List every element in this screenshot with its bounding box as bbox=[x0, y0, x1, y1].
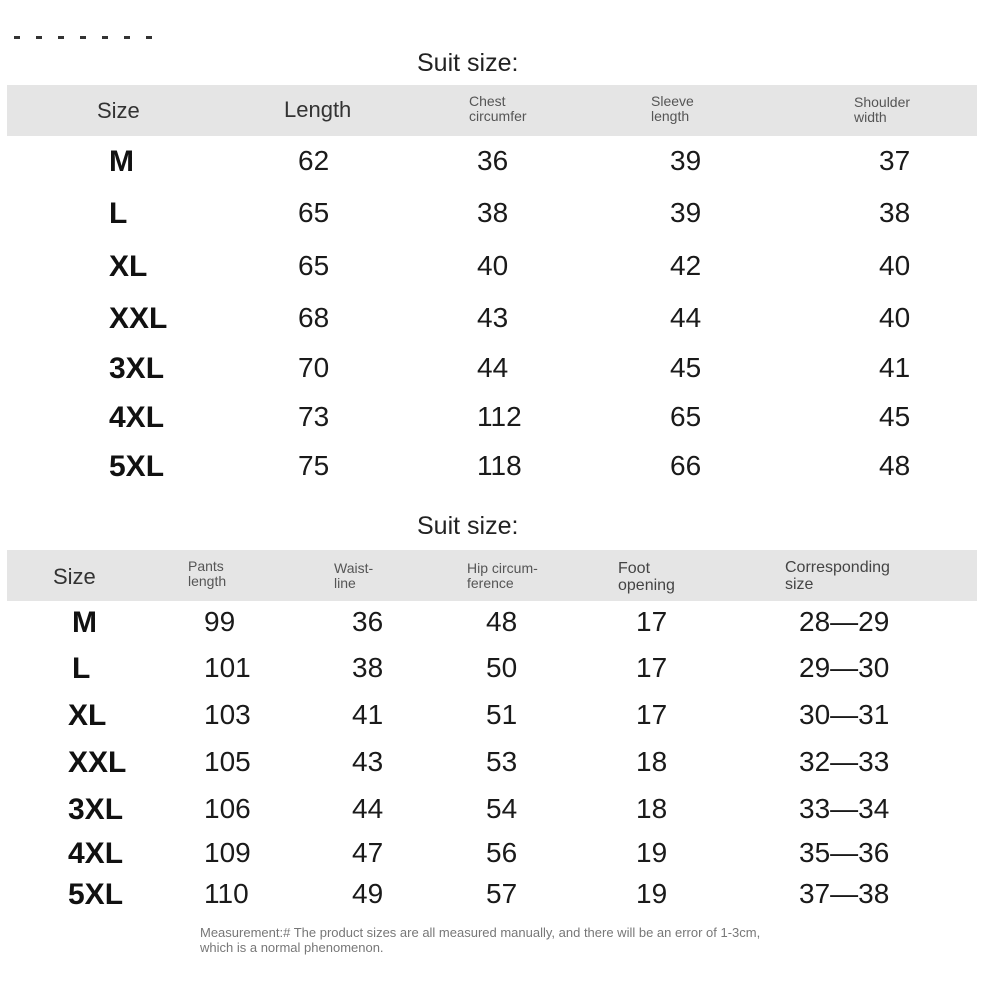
shoulder-cell: 38 bbox=[879, 197, 911, 228]
sleeve-cell: 39 bbox=[670, 197, 702, 228]
shoulder-cell: 40 bbox=[879, 250, 911, 281]
measurement-note: Measurement:# The product sizes are all measured manually, and there will be an error of 1-3cm, which is a normal phenomenon. bbox=[200, 925, 761, 955]
pants-length-cell: 105 bbox=[204, 746, 251, 777]
table-row bbox=[0, 352, 1000, 392]
shoulder-cell: 40 bbox=[879, 302, 911, 333]
chest-cell: 112 bbox=[477, 401, 522, 432]
size-cell: XL bbox=[68, 699, 107, 732]
waistline-cell: 41 bbox=[352, 699, 384, 730]
length-cell: 68 bbox=[298, 302, 330, 333]
chest-cell: 118 bbox=[477, 450, 522, 481]
table-row bbox=[0, 837, 1000, 877]
corresponding-size-cell: 30—31 bbox=[799, 699, 890, 730]
corresponding-size-cell: 37—38 bbox=[799, 878, 890, 909]
sleeve-cell: 42 bbox=[670, 250, 702, 281]
chest-cell: 36 bbox=[477, 145, 509, 176]
size-cell: XL bbox=[109, 250, 148, 283]
waistline-cell: 49 bbox=[352, 878, 384, 909]
size-cell: L bbox=[109, 197, 128, 230]
pants-length-cell: 103 bbox=[204, 699, 251, 730]
size-cell: L bbox=[72, 652, 91, 685]
hip-cell: 48 bbox=[486, 606, 518, 637]
table-row bbox=[0, 250, 1000, 290]
size-cell: 4XL bbox=[68, 837, 124, 870]
corresponding-size-cell: 32—33 bbox=[799, 746, 890, 777]
pants-length-cell: 109 bbox=[204, 837, 251, 868]
length-cell: 73 bbox=[298, 401, 330, 432]
bottom-table-title: Suit size: bbox=[417, 512, 519, 540]
corresponding-size-cell: 29—30 bbox=[799, 652, 890, 683]
shoulder-cell: 41 bbox=[879, 352, 911, 383]
size-cell: M bbox=[109, 145, 134, 178]
size-cell: 3XL bbox=[68, 793, 124, 826]
cropped-text-remnant bbox=[14, 36, 164, 39]
waistline-cell: 43 bbox=[352, 746, 384, 777]
table-row bbox=[0, 793, 1000, 833]
header-length: Length bbox=[284, 97, 352, 122]
hip-cell: 53 bbox=[486, 746, 518, 777]
top-table-header bbox=[7, 85, 977, 136]
sleeve-cell: 44 bbox=[670, 302, 702, 333]
table-row bbox=[0, 197, 1000, 237]
waistline-cell: 38 bbox=[352, 652, 384, 683]
top-table-title: Suit size: bbox=[417, 49, 519, 77]
table-row bbox=[0, 606, 1000, 646]
foot-opening-cell: 19 bbox=[636, 837, 668, 868]
header-size: Size bbox=[53, 564, 96, 589]
hip-cell: 56 bbox=[486, 837, 518, 868]
header-hip: Hip circum- ference bbox=[467, 560, 538, 591]
corresponding-size-cell: 33—34 bbox=[799, 793, 890, 824]
hip-cell: 54 bbox=[486, 793, 518, 824]
table-row bbox=[0, 401, 1000, 441]
length-cell: 75 bbox=[298, 450, 330, 481]
shoulder-cell: 45 bbox=[879, 401, 911, 432]
header-pants-length: Pants length bbox=[188, 558, 227, 589]
size-cell: 4XL bbox=[109, 401, 165, 434]
size-cell: 5XL bbox=[68, 878, 124, 911]
hip-cell: 50 bbox=[486, 652, 518, 683]
header-sleeve: Sleeve length bbox=[651, 93, 694, 124]
shoulder-cell: 48 bbox=[879, 450, 911, 481]
shoulder-cell: 37 bbox=[879, 145, 911, 176]
hip-cell: 51 bbox=[486, 699, 518, 730]
size-cell: XXL bbox=[109, 302, 168, 335]
size-cell: XXL bbox=[68, 746, 127, 779]
pants-length-cell: 110 bbox=[204, 878, 249, 909]
waistline-cell: 47 bbox=[352, 837, 384, 868]
length-cell: 70 bbox=[298, 352, 330, 383]
header-corresponding-size: Corresponding size bbox=[785, 559, 890, 593]
foot-opening-cell: 18 bbox=[636, 793, 668, 824]
table-row bbox=[0, 302, 1000, 342]
size-cell: M bbox=[72, 606, 97, 639]
chest-cell: 40 bbox=[477, 250, 509, 281]
chest-cell: 44 bbox=[477, 352, 509, 383]
pants-length-cell: 99 bbox=[204, 606, 236, 637]
sleeve-cell: 66 bbox=[670, 450, 702, 481]
length-cell: 65 bbox=[298, 250, 330, 281]
table-row bbox=[0, 145, 1000, 185]
corresponding-size-cell: 28—29 bbox=[799, 606, 890, 637]
header-waistline: Waist- line bbox=[334, 560, 374, 591]
pants-length-cell: 101 bbox=[204, 652, 251, 683]
header-foot-opening: Foot opening bbox=[618, 560, 675, 594]
waistline-cell: 44 bbox=[352, 793, 384, 824]
sleeve-cell: 39 bbox=[670, 145, 702, 176]
header-size: Size bbox=[97, 98, 140, 123]
sleeve-cell: 45 bbox=[670, 352, 702, 383]
foot-opening-cell: 19 bbox=[636, 878, 668, 909]
foot-opening-cell: 17 bbox=[636, 652, 668, 683]
length-cell: 65 bbox=[298, 197, 330, 228]
header-chest: Chest circumfer bbox=[469, 93, 527, 124]
pants-length-cell: 106 bbox=[204, 793, 251, 824]
hip-cell: 57 bbox=[486, 878, 518, 909]
chest-cell: 43 bbox=[477, 302, 509, 333]
foot-opening-cell: 17 bbox=[636, 606, 668, 637]
table-row bbox=[0, 699, 1000, 739]
table-row bbox=[0, 652, 1000, 692]
sleeve-cell: 65 bbox=[670, 401, 702, 432]
corresponding-size-cell: 35—36 bbox=[799, 837, 890, 868]
header-shoulder: Shoulder width bbox=[854, 94, 911, 125]
length-cell: 62 bbox=[298, 145, 330, 176]
bottom-table-header bbox=[7, 550, 977, 601]
table-row bbox=[0, 746, 1000, 786]
size-cell: 3XL bbox=[109, 352, 165, 385]
foot-opening-cell: 17 bbox=[636, 699, 668, 730]
foot-opening-cell: 18 bbox=[636, 746, 668, 777]
size-cell: 5XL bbox=[109, 450, 165, 483]
table-row bbox=[0, 450, 1000, 490]
waistline-cell: 36 bbox=[352, 606, 384, 637]
table-row bbox=[0, 878, 1000, 918]
chest-cell: 38 bbox=[477, 197, 509, 228]
